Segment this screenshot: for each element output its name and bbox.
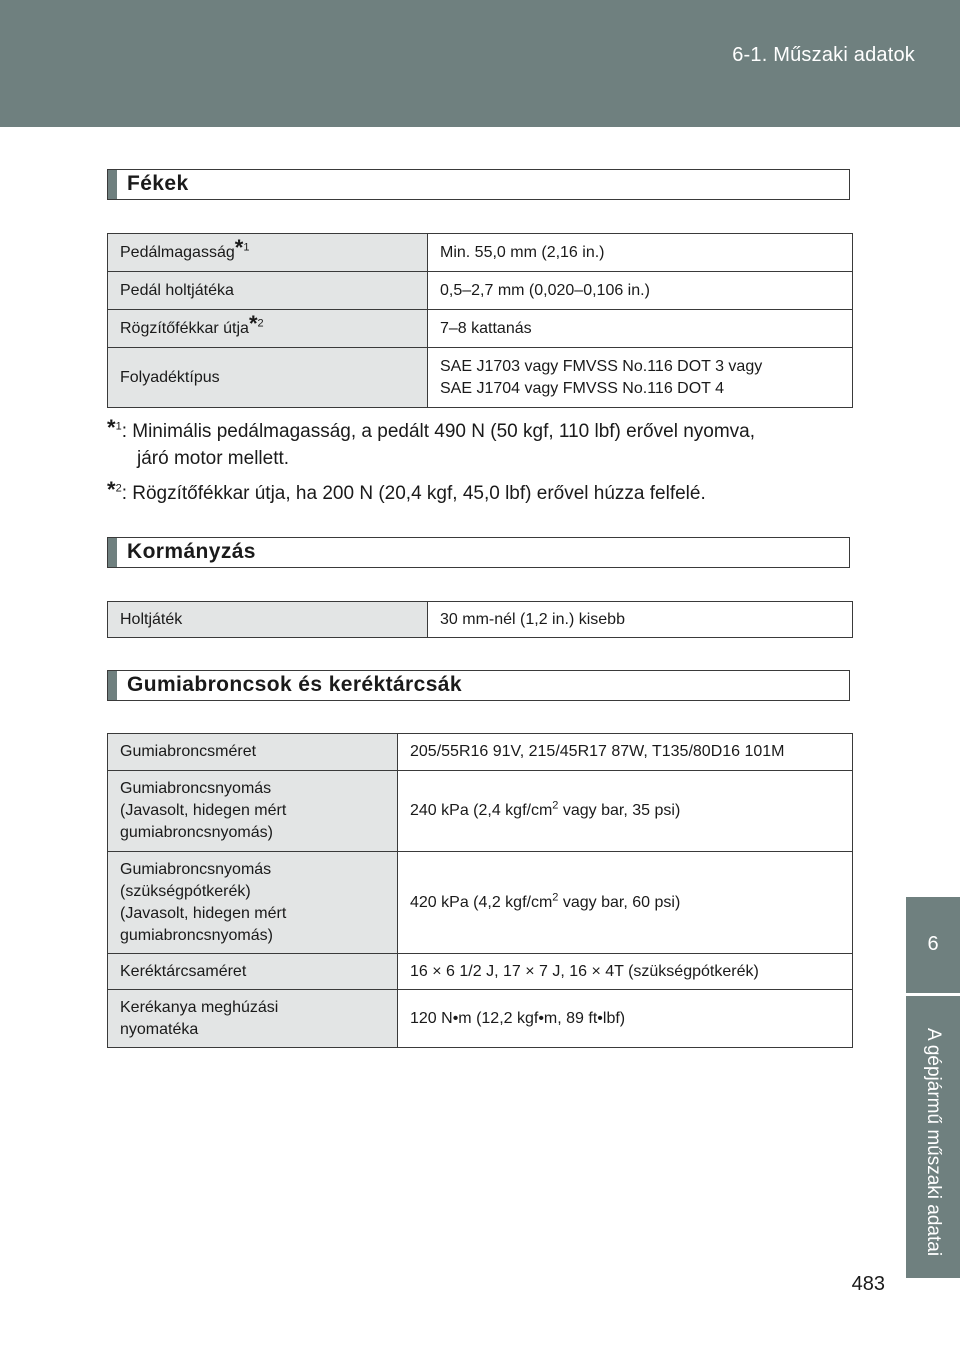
chapter-number-box xyxy=(906,897,960,993)
row-value-text: vagy bar, 35 psi) xyxy=(558,802,681,819)
row-value-text: 420 kPa (4,2 kgf/cm xyxy=(410,893,553,911)
table-row xyxy=(108,734,853,771)
footnote-line xyxy=(107,415,852,445)
heading-text: Fékek xyxy=(127,172,189,195)
footnote-ref: 2 xyxy=(115,482,122,495)
table-row xyxy=(108,954,853,990)
footnote-ref: 2 xyxy=(257,317,264,330)
footnote-star: * xyxy=(248,310,258,336)
superscript: 2 xyxy=(552,799,559,812)
table-row xyxy=(108,990,853,1048)
table-row xyxy=(108,310,853,348)
row-label xyxy=(108,310,428,348)
row-label xyxy=(108,852,398,954)
row-label-line: Gumiabroncsnyomás xyxy=(120,780,272,797)
row-value xyxy=(398,771,853,852)
row-label-line: Kerékanya meghúzási xyxy=(120,998,279,1016)
row-value: 7–8 kattanás xyxy=(428,310,853,348)
superscript: 2 xyxy=(552,891,559,904)
footnote-star: * xyxy=(107,415,116,440)
row-label-line: (szükségpótkerék) xyxy=(120,882,251,900)
footnote-ref: 1 xyxy=(243,241,250,254)
row-label: Gumiabroncsméret xyxy=(108,734,398,771)
table-row xyxy=(108,771,853,852)
row-label: Pedál holtjátéka xyxy=(108,272,428,310)
row-value: 120 N•m (12,2 kgf•m, 89 ft•lbf) xyxy=(398,990,853,1048)
row-label-text: Pedálmagasság xyxy=(120,243,235,261)
page-header xyxy=(0,0,960,127)
row-value: 30 mm-nél (1,2 in.) kisebb xyxy=(428,602,853,638)
row-label xyxy=(108,234,428,272)
chapter-number: 6 xyxy=(927,933,939,955)
row-value xyxy=(428,348,853,408)
section-heading-brakes xyxy=(107,169,850,200)
row-value: 16 × 6 1/2 J, 17 × 7 J, 16 × 4T (szükségpótkerék) xyxy=(398,954,853,990)
steering-table xyxy=(107,601,853,638)
heading-accent-bar xyxy=(108,671,117,700)
row-label: Folyadéktípus xyxy=(108,348,428,408)
row-label-line: (Javasolt, hidegen mért xyxy=(120,802,287,819)
footnote-ref: 1 xyxy=(115,420,122,433)
row-value-line: SAE J1704 vagy FMVSS No.116 DOT 4 xyxy=(440,379,724,397)
row-value-line: SAE J1703 vagy FMVSS No.116 DOT 3 vagy xyxy=(440,357,763,375)
section-heading-steering xyxy=(107,537,850,568)
footnote-star: * xyxy=(234,234,244,260)
row-label xyxy=(108,771,398,852)
table-row xyxy=(108,602,853,638)
tires-table xyxy=(107,733,853,1048)
footnote-star: * xyxy=(107,477,116,502)
row-label-line: Gumiabroncsnyomás xyxy=(120,860,272,878)
section-heading-tires xyxy=(107,670,850,701)
row-value: Min. 55,0 mm (2,16 in.) xyxy=(428,234,853,272)
footnote-2 xyxy=(107,477,852,507)
table-row xyxy=(108,852,853,954)
row-value: 205/55R16 91V, 215/45R17 87W, T135/80D16 101M xyxy=(398,734,853,771)
page-number: 483 xyxy=(851,1273,885,1295)
row-label-line: gumiabroncsnyomás) xyxy=(120,926,273,944)
row-value-text: vagy bar, 60 psi) xyxy=(558,893,681,911)
chapter-title: A gépjármű műszaki adatai xyxy=(923,1027,944,1257)
section-title: 6-1. Műszaki adatok xyxy=(732,44,915,66)
row-label-text: Rögzítőfékkar útja xyxy=(120,319,249,337)
footnote-1 xyxy=(107,415,852,472)
table-row xyxy=(108,272,853,310)
row-label-line: nyomatéka xyxy=(120,1020,199,1038)
row-label-line: (Javasolt, hidegen mért xyxy=(120,904,287,922)
row-value: 0,5–2,7 mm (0,020–0,106 in.) xyxy=(428,272,853,310)
footnote-text: : Minimális pedálmagasság, a pedált 490 N (50 kgf, 110 lbf) erővel nyomva, xyxy=(121,421,755,442)
row-label: Holtjáték xyxy=(108,602,428,638)
row-label: Keréktárcsaméret xyxy=(108,954,398,990)
heading-text: Kormányzás xyxy=(127,540,256,563)
table-row xyxy=(108,234,853,272)
brakes-table xyxy=(107,233,853,408)
row-value xyxy=(398,852,853,954)
table-row xyxy=(108,348,853,408)
heading-text: Gumiabroncsok és keréktárcsák xyxy=(127,673,462,696)
row-label-line: gumiabroncsnyomás) xyxy=(120,824,273,841)
footnote-text: : Rögzítőfékkar útja, ha 200 N (20,4 kgf, 45,0 lbf) erővel húzza felfelé. xyxy=(121,483,706,504)
chapter-tab xyxy=(906,897,960,1278)
heading-accent-bar xyxy=(108,538,117,567)
row-label xyxy=(108,990,398,1048)
heading-accent-bar xyxy=(108,170,117,199)
chapter-tab-divider xyxy=(906,993,960,996)
footnote-line: járó motor mellett. xyxy=(137,448,290,469)
row-value-text: 240 kPa (2,4 kgf/cm xyxy=(410,802,553,819)
